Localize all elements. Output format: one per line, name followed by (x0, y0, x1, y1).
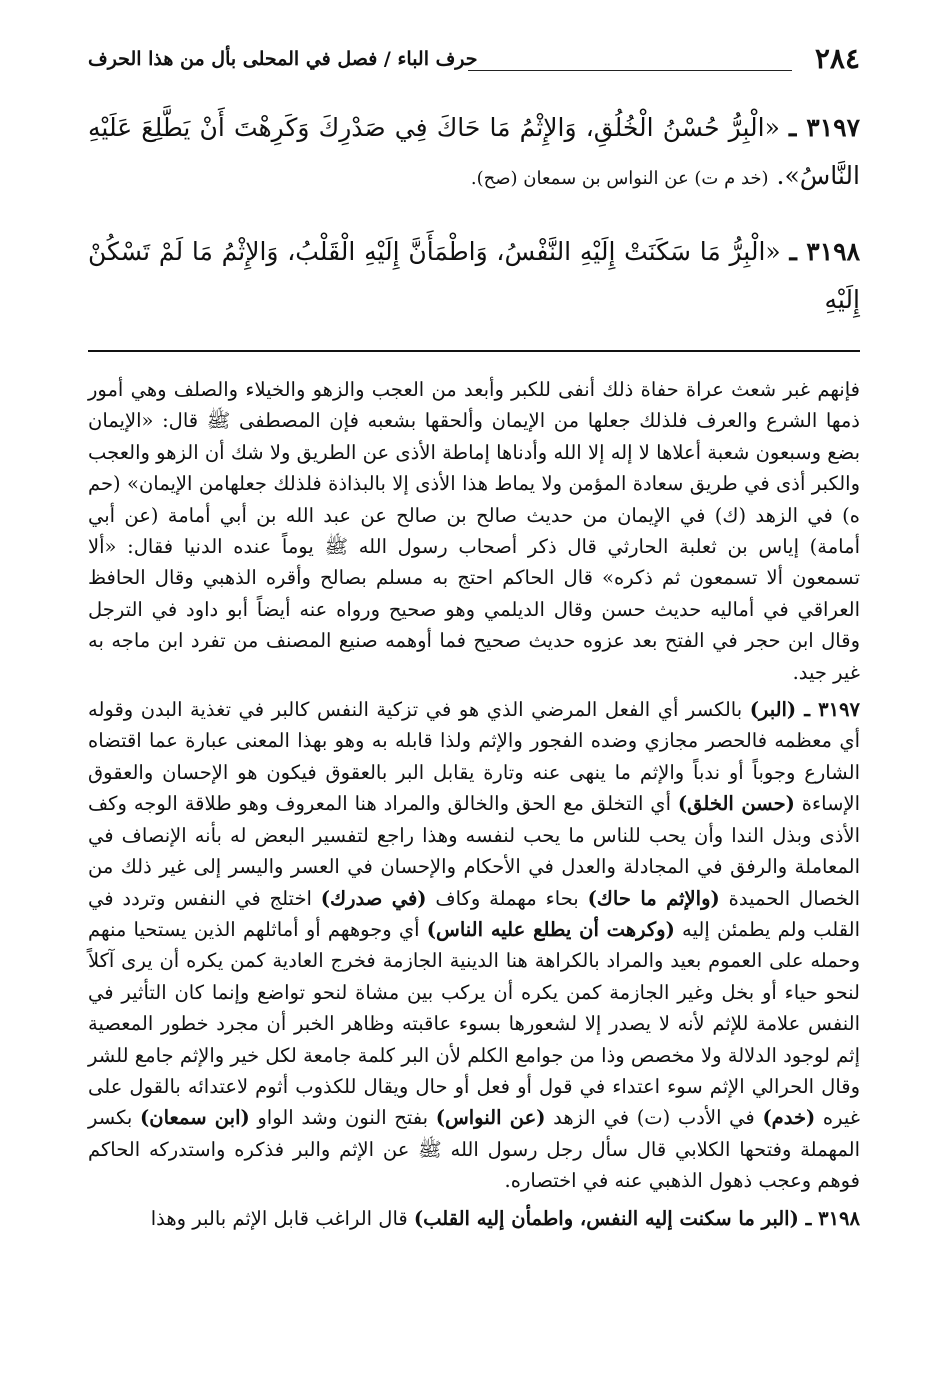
hadith-source: (خد م ت) عن النواس بن سمعان (صح). (470, 168, 769, 189)
chapter-title: حرف الباء / فصل في المحلى بأل من هذا الحرف (88, 48, 478, 70)
commentary-3198 (88, 1203, 860, 1234)
hadith-number: ٣١٩٨ ـ (789, 237, 860, 266)
commentary-text: أي التخلق مع الحق والخالق والمراد هنا المعروف وهو طلاقة الوجه وكف الأذى وبذل الندا وأن يحب للناس ما يحب لنفسه وهذا راجع لتفسير البعض له بأنه الإنصاف في المعاملة والرفق في المجادلة والعدل في الأحكام والإحسان في العسر واليسر إلى غير ذلك من الخصال الحميدة (88, 792, 860, 910)
hadith-text: «الْبِرُّ مَا سَكَنَتْ إِلَيْهِ النَّفْسُ، وَاطْمَأَنَّ إِلَيْهِ الْقَلْبُ، وَالإِثْمُ مَا لَمْ تَسْكُنْ إِلَيْهِ (88, 237, 860, 314)
keyword: (في صدرك) (320, 886, 427, 910)
running-head (88, 40, 860, 82)
commentary-3197 (88, 694, 860, 1197)
commentary-text: قال الراغب قابل الإثم بالبر وهذا (150, 1206, 414, 1230)
book-page (88, 40, 860, 1360)
keyword: (وكرهت أن يطلع عليه الناس) (426, 917, 675, 941)
commentary-text: بكسر المهملة وفتحها الكلابي قال سأل رجل رسول الله ﷺ عن الإثم والبر فذكره واستدركه الحاكم فوهم وعجب ذهول الذهبي عنه في اختصاره. (88, 1106, 860, 1193)
commentary-text: بفتح النون وشد الواو (249, 1106, 436, 1130)
commentary-text: في الأدب (ت) في الزهد (545, 1106, 763, 1130)
hadith-text: «الْبِرُّ حُسْنُ الْخُلُقِ، وَالإِثْمُ مَا حَاكَ فِي صَدْرِكَ وَكَرِهْتَ أَنْ يَطَّلِعَ عَلَيْهِ النَّاسُ». (88, 113, 860, 190)
commentary-text: أي وجوههم أو أماثلهم الذين يستحيا منهم وحمله على العموم بعيد والمراد بالكراهة هنا الدينية الجازمة فخرج العادية كمن يكره أن يرى آكلاً لنحو حياء أو بخل وغير الجازمة كمن يكره أن يركب بين مشاة لنحو تواضع وإنما كان التأثير في النفس علامة للإثم لأنه لا يصدر إلا لشعورها بسوء عاقبته وظاهر الخبر أن مجرد خطور المعصية إثم لوجود الدلالة ولا مخصص وذا من جوامع الكلم لأن البر كلمة جامعة لكل خير والإثم جامع للشر وقال الحرالي الإثم سوء اعتداء في قول أو فعل أو حال ويقال للكذوب أثوم لاعتدائه بالقول على غيره (88, 917, 860, 1130)
commentary-text: اختلج في النفس وتردد في القلب ولم يطمئن إليه (88, 886, 860, 941)
keyword: (والإثم ما حاك) (587, 886, 720, 910)
separator-rule (88, 350, 860, 352)
keyword: (خدم) (762, 1106, 816, 1130)
hadith-3198 (88, 228, 860, 324)
header-rule (468, 70, 792, 71)
keyword: (حسن الخلق) (677, 792, 795, 816)
commentary-lead: ٣١٩٨ ـ (البر ما سكنت إليه النفس، واطمأن إليه القلب) (413, 1206, 860, 1230)
hadith-3197 (88, 104, 860, 203)
keyword: (عن النواس) (435, 1106, 546, 1130)
commentary-text: بالكسر أي الفعل المرضي الذي هو في تزكية النفس كالبر في تغذية البدن وقوله أي معظمه فالحصر مجازي وضده الفجور والإثم ولذا قابله به وهو بهذا المعنى عبارة عما اقتضاه الشارع وجوباً أو ندباً والإثم ما ينهى عنه وتارة يقابل البر بالعقوق فيكون هو الإحسان والعقوق الإساءة (88, 698, 860, 816)
commentary-text: بحاء مهملة وكاف (426, 886, 588, 910)
keyword: (ابن سمعان) (140, 1106, 250, 1130)
page-number: ٢٨٤ (814, 42, 860, 75)
commentary (88, 374, 860, 1234)
commentary-continuation: فإنهم غبر شعث عراة حفاة ذلك أنفى للكبر وأبعد من العجب والزهو والخيلاء والصلف وهي أمور ذمها الشرع والعرف فلذلك جعلها من الإيمان وألحقها بشعبه فإن المصطفى ﷺ قال: «الإيمان بضع وسبعون شعبة أعلاها لا إله إلا الله وأدناها إماطة الأذى عن الطريق ولا شك أن الزهو والعجب والكبر أذى في طريق سعادة المؤمن ولا يماط هذا الأذى إلا بالبذاذة فلذلك جعلهامن الإيمان» (حم ه) في الزهد (ك) في الإيمان من حديث صالح بن صالح عن عبد الله بن أبي أمامة (عن أبي أمامة) إياس بن ثعلبة الحارثي قال ذكر أصحاب رسول الله ﷺ يوماً عنده الدنيا فقال: «ألا تسمعون ألا تسمعون ثم ذكره» قال الحاكم احتج به مسلم بصالح وأقره الذهبي وقال الحافظ العراقي في أماليه حديث حسن وقال الديلمي وهو صحيح ورواه عنه أيضاً أبو داود في الترجل وقال ابن حجر في الفتح بعد عزوه حديث صحيح فما أوهمه صنيع المصنف من تفرد ابن ماجه به غير جيد. (88, 378, 860, 684)
hadith-number: ٣١٩٧ ـ (789, 113, 860, 142)
commentary-lead: ٣١٩٧ ـ (البر) (749, 698, 860, 722)
